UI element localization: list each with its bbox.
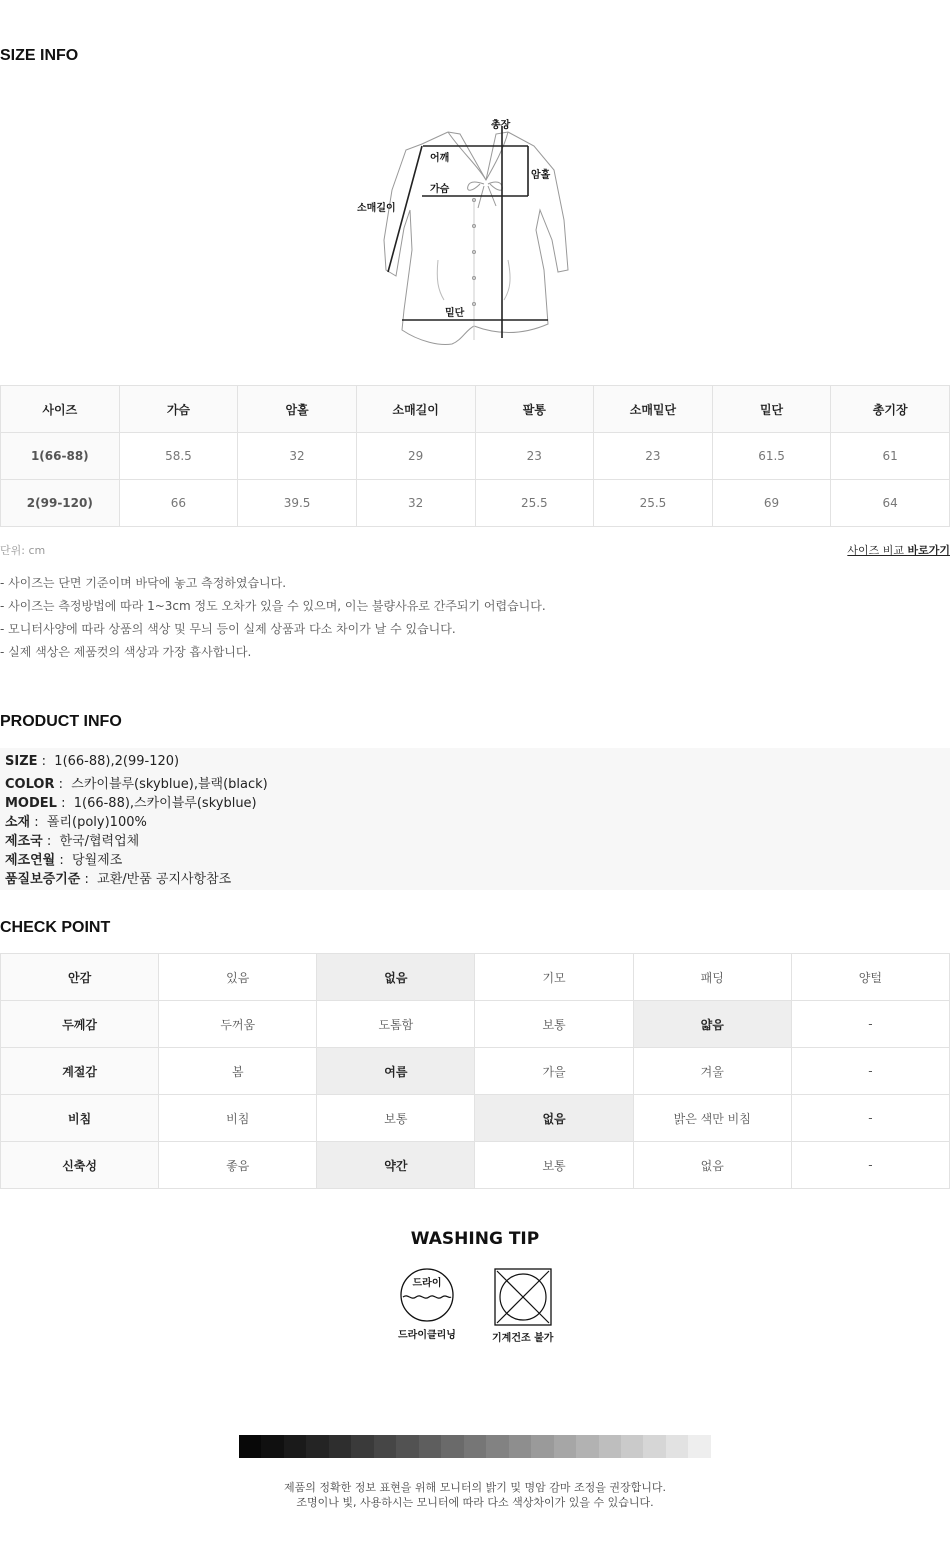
table-row <box>1 480 950 527</box>
gray-swatch <box>554 1435 576 1458</box>
check-point-title: CHECK POINT <box>0 919 111 936</box>
check-option-cell: 밝은 색만 비침 <box>633 1095 791 1142</box>
size-compare-bold: 바로가기 <box>907 544 950 557</box>
label-chest: 가슴 <box>430 184 450 195</box>
gray-swatch <box>419 1435 441 1458</box>
product-info-row: 소재 : 폴리(poly)100% <box>5 815 147 830</box>
check-label-cell: 비침 <box>1 1095 159 1142</box>
size-value-cell: 61.5 <box>712 433 831 480</box>
size-value-cell: 39.5 <box>238 480 357 527</box>
check-option-cell: 겨울 <box>633 1048 791 1095</box>
gray-swatch <box>284 1435 306 1458</box>
product-info-row: COLOR : 스카이블루(skyblue),블랙(black) <box>5 777 268 792</box>
size-name-cell: 1(66-88) <box>1 433 120 480</box>
gray-swatch <box>643 1435 665 1458</box>
check-option-cell: 도톰함 <box>317 1001 475 1048</box>
gray-swatch <box>396 1435 418 1458</box>
check-option-cell: 보통 <box>475 1142 633 1189</box>
gray-swatch <box>464 1435 486 1458</box>
gray-swatch <box>351 1435 373 1458</box>
product-info-value: 당월제조 <box>72 853 123 868</box>
note-item: - 모니터사양에 따라 상품의 색상 및 무늬 등이 실제 상품과 다소 차이가 날 수 있습니다. <box>0 622 456 636</box>
check-label-cell: 계절감 <box>1 1048 159 1095</box>
gray-swatch <box>666 1435 688 1458</box>
size-table-header: 암홀 <box>238 386 357 433</box>
size-value-cell: 25.5 <box>475 480 594 527</box>
check-option-cell: 약간 <box>317 1142 475 1189</box>
product-info-label: SIZE <box>5 754 38 769</box>
check-option-cell: 양털 <box>791 954 949 1001</box>
size-compare-link[interactable] <box>847 542 950 558</box>
gray-swatch <box>306 1435 328 1458</box>
product-info-label: COLOR <box>5 777 55 792</box>
size-value-cell: 66 <box>119 480 238 527</box>
dry-clean-icon-text: 드라이 <box>412 1278 442 1289</box>
check-option-cell: 없음 <box>317 954 475 1001</box>
size-value-cell: 23 <box>475 433 594 480</box>
product-info-label: MODEL <box>5 796 57 811</box>
check-option-cell: 보통 <box>475 1001 633 1048</box>
monitor-note <box>0 1480 950 1510</box>
product-info-row: SIZE : 1(66-88),2(99-120) <box>5 754 180 769</box>
gray-swatch <box>374 1435 396 1458</box>
check-option-cell: 두꺼움 <box>159 1001 317 1048</box>
check-option-cell: - <box>791 1095 949 1142</box>
size-value-cell: 69 <box>712 480 831 527</box>
check-option-cell: 없음 <box>633 1142 791 1189</box>
gray-swatch <box>329 1435 351 1458</box>
check-option-cell: 여름 <box>317 1048 475 1095</box>
check-option-cell: 패딩 <box>633 954 791 1001</box>
product-info-value: 1(66-88),스카이블루(skyblue) <box>73 796 257 811</box>
note-item: - 사이즈는 단면 기준이며 바닥에 놓고 측정하였습니다. <box>0 576 287 590</box>
note-item: - 사이즈는 측정방법에 따라 1~3cm 정도 오차가 있을 수 있으며, 이는 불량사유로 간주되기 어렵습니다. <box>0 599 546 613</box>
check-option-cell: 없음 <box>475 1095 633 1142</box>
label-armhole: 암홀 <box>531 170 551 181</box>
gray-swatch <box>239 1435 261 1458</box>
label-total-length: 총장 <box>491 120 511 131</box>
gray-swatch <box>688 1435 710 1458</box>
monitor-note-line: 조명이나 빛, 사용하시는 모니터에 따라 다소 색상차이가 있을 수 있습니다. <box>296 1496 654 1509</box>
size-table-header: 소매밑단 <box>594 386 713 433</box>
product-info-label: 품질보증기준 <box>5 872 81 887</box>
check-option-cell: 기모 <box>475 954 633 1001</box>
size-value-cell: 58.5 <box>119 433 238 480</box>
size-value-cell: 32 <box>356 480 475 527</box>
size-value-cell: 29 <box>356 433 475 480</box>
gray-swatch <box>531 1435 553 1458</box>
gray-swatch <box>621 1435 643 1458</box>
note-item: - 실제 색상은 제품컷의 색상과 가장 흡사합니다. <box>0 645 252 659</box>
check-option-cell: - <box>791 1142 949 1189</box>
gray-swatch <box>441 1435 463 1458</box>
product-info-label: 제조국 <box>5 834 43 849</box>
check-option-cell: 가을 <box>475 1048 633 1095</box>
product-info-value: 스카이블루(skyblue),블랙(black) <box>71 777 268 792</box>
product-info-value: 교환/반품 공지사항참조 <box>97 872 232 887</box>
check-label-cell: 두께감 <box>1 1001 159 1048</box>
monitor-note-line: 제품의 정확한 정보 표현을 위해 모니터의 밝기 및 명암 감마 조정을 권장합니다. <box>284 1481 666 1494</box>
label-sleeve-length: 소매길이 <box>357 203 396 214</box>
table-row <box>1 1142 950 1189</box>
check-option-cell: 봄 <box>159 1048 317 1095</box>
size-table-header: 사이즈 <box>1 386 120 433</box>
size-value-cell: 25.5 <box>594 480 713 527</box>
no-tumble-dry-icon <box>494 1268 552 1326</box>
size-table-header: 팔통 <box>475 386 594 433</box>
table-row <box>1 1048 950 1095</box>
product-info-title: PRODUCT INFO <box>0 713 122 730</box>
gray-swatch <box>599 1435 621 1458</box>
size-name-cell: 2(99-120) <box>1 480 120 527</box>
size-table-header: 가슴 <box>119 386 238 433</box>
size-table-header-row <box>1 386 950 433</box>
dry-clean-icon <box>399 1267 455 1323</box>
size-value-cell: 61 <box>831 433 950 480</box>
dry-clean-label: 드라이클리닝 <box>398 1330 456 1341</box>
unit-note: 단위: cm <box>0 544 46 557</box>
check-label-cell: 안감 <box>1 954 159 1001</box>
product-info-value: 1(66-88),2(99-120) <box>54 754 180 769</box>
gray-swatch <box>576 1435 598 1458</box>
product-info-row: MODEL : 1(66-88),스카이블루(skyblue) <box>5 796 257 811</box>
product-info-row: 제조연월 : 당월제조 <box>5 853 123 868</box>
product-info-label: 제조연월 <box>5 853 56 868</box>
label-hem: 밑단 <box>445 308 465 319</box>
table-row <box>1 954 950 1001</box>
dress-illustration <box>340 110 600 360</box>
size-table-header: 소매길이 <box>356 386 475 433</box>
product-info-row: 제조국 : 한국/협력업체 <box>5 834 140 849</box>
check-option-cell: 좋음 <box>159 1142 317 1189</box>
product-info-box <box>0 748 950 890</box>
product-info-value: 폴리(poly)100% <box>46 815 147 830</box>
label-shoulder: 어깨 <box>430 153 450 164</box>
product-info-value: 한국/협력업체 <box>59 834 140 849</box>
table-row <box>1 1095 950 1142</box>
size-compare-prefix: 사이즈 비교 <box>847 544 908 557</box>
size-table <box>0 385 950 527</box>
check-option-cell: - <box>791 1048 949 1095</box>
table-row <box>1 433 950 480</box>
check-option-cell: 있음 <box>159 954 317 1001</box>
size-table-header: 밑단 <box>712 386 831 433</box>
size-value-cell: 64 <box>831 480 950 527</box>
gray-swatch <box>486 1435 508 1458</box>
size-info-title: SIZE INFO <box>0 47 79 64</box>
gray-swatch <box>509 1435 531 1458</box>
check-label-cell: 신축성 <box>1 1142 159 1189</box>
size-value-cell: 23 <box>594 433 713 480</box>
check-option-cell: - <box>791 1001 949 1048</box>
table-row <box>1 1001 950 1048</box>
size-notes <box>0 574 546 666</box>
size-table-header: 총기장 <box>831 386 950 433</box>
gray-scale-bar <box>239 1435 711 1458</box>
washing-tip-title: WASHING TIP <box>410 1229 540 1249</box>
check-option-cell: 얇음 <box>633 1001 791 1048</box>
product-info-label: 소재 <box>5 815 31 830</box>
no-tumble-dry-label: 기계건조 불가 <box>492 1333 554 1344</box>
size-diagram <box>340 110 600 360</box>
check-option-cell: 보통 <box>317 1095 475 1142</box>
check-point-table <box>0 953 950 1189</box>
size-value-cell: 32 <box>238 433 357 480</box>
product-info-row: 품질보증기준 : 교환/반품 공지사항참조 <box>5 872 232 887</box>
gray-swatch <box>261 1435 283 1458</box>
check-option-cell: 비침 <box>159 1095 317 1142</box>
